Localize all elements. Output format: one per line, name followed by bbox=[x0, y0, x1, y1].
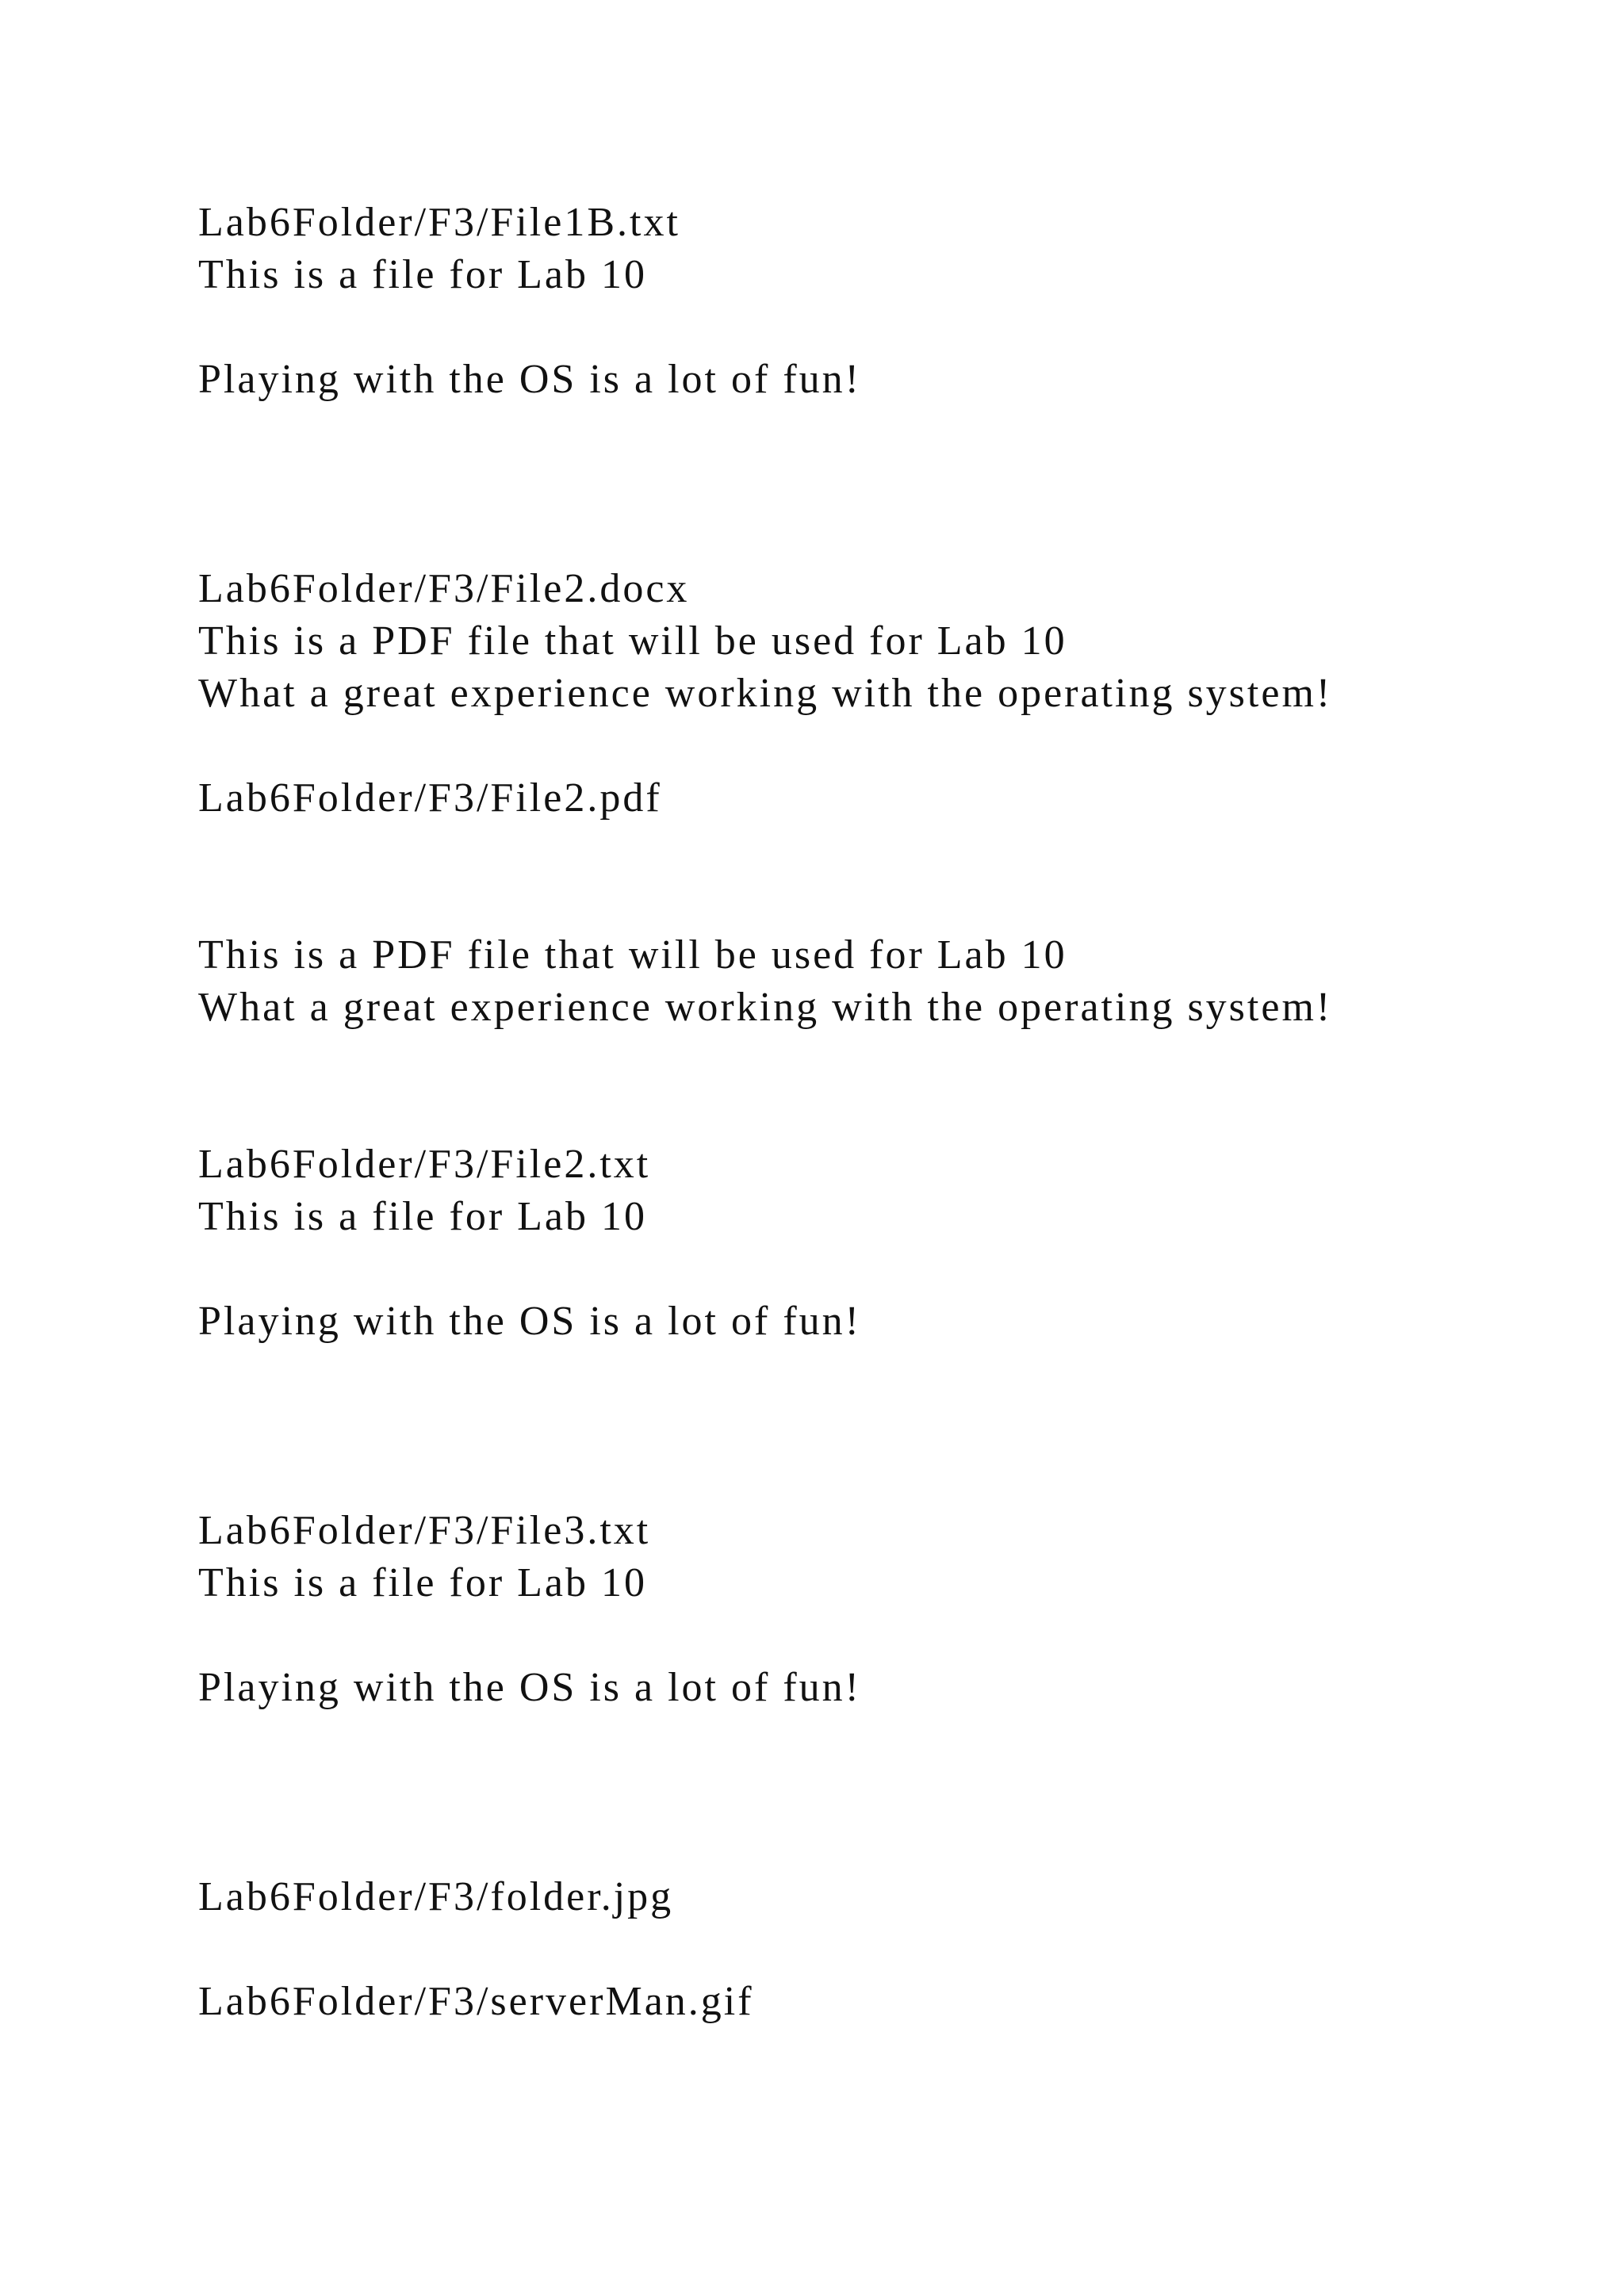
file-content-line: Playing with the OS is a lot of fun! bbox=[198, 1665, 861, 1710]
file-content-line: Playing with the OS is a lot of fun! bbox=[198, 1299, 861, 1344]
file-content-line: What a great experience working with the operating system! bbox=[198, 671, 1333, 716]
file-path-line: Lab6Folder/F3/folder.jpg bbox=[198, 1874, 674, 1919]
file-path-line: Lab6Folder/F3/File1B.txt bbox=[198, 200, 680, 245]
file-path-line: Lab6Folder/F3/File2.pdf bbox=[198, 775, 662, 821]
file-content-line: This is a file for Lab 10 bbox=[198, 1194, 647, 1239]
file-path-line: Lab6Folder/F3/File3.txt bbox=[198, 1508, 651, 1553]
file-path-line: Lab6Folder/F3/serverMan.gif bbox=[198, 1979, 754, 2024]
file-content-line: What a great experience working with the operating system! bbox=[198, 985, 1333, 1030]
file-content-line: This is a PDF file that will be used for Lab 10 bbox=[198, 618, 1067, 664]
file-content-line: This is a PDF file that will be used for Lab 10 bbox=[198, 932, 1067, 978]
file-content-line: This is a file for Lab 10 bbox=[198, 252, 647, 297]
file-content-line: Playing with the OS is a lot of fun! bbox=[198, 357, 861, 402]
file-path-line: Lab6Folder/F3/File2.txt bbox=[198, 1142, 651, 1187]
file-path-line: Lab6Folder/F3/File2.docx bbox=[198, 566, 690, 611]
file-content-line: This is a file for Lab 10 bbox=[198, 1560, 647, 1605]
